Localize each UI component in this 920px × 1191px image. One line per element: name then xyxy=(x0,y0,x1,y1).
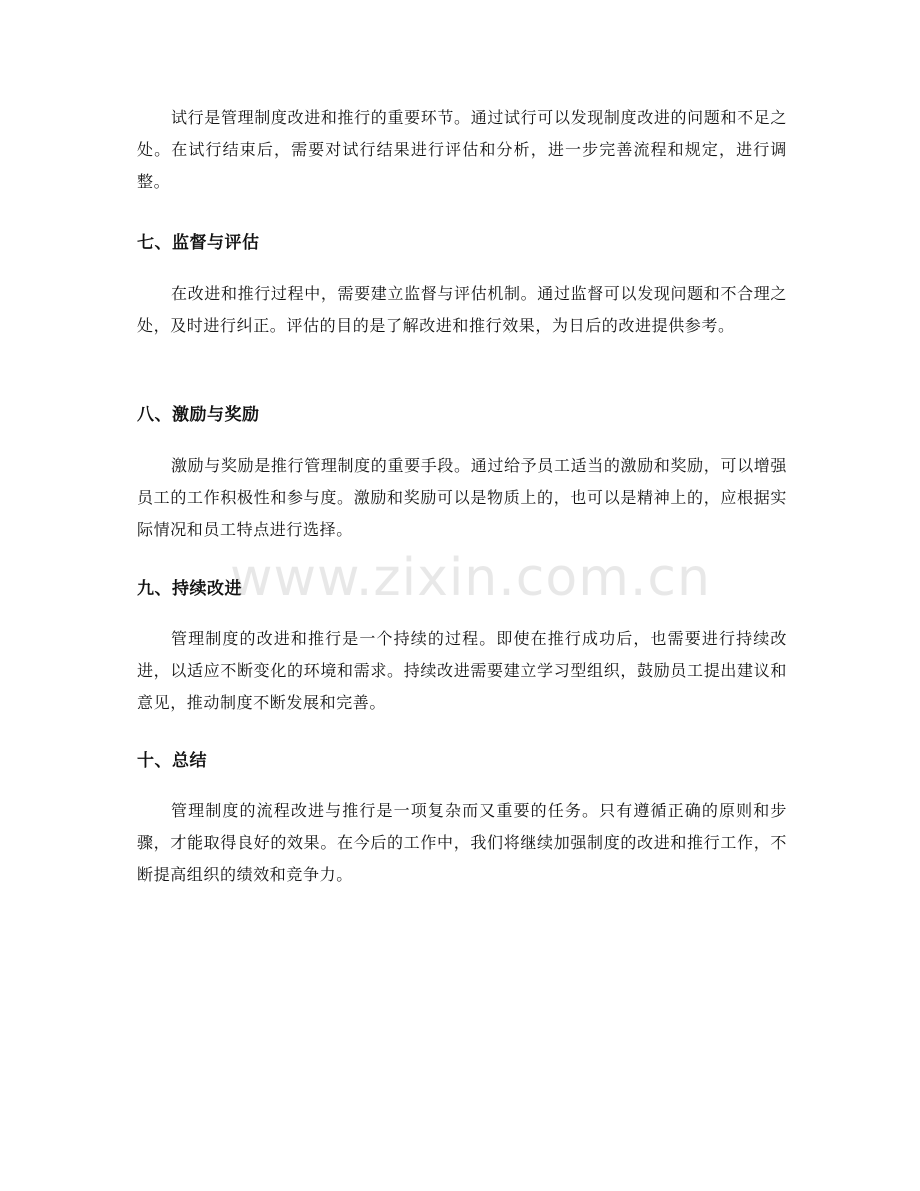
paragraph-trial: 试行是管理制度改进和推行的重要环节。通过试行可以发现制度改进的问题和不足之处。在试行结束后，需要对试行结果进行评估和分析，进一步完善流程和规定，进行调整。 xyxy=(137,108,787,191)
heading-incentive: 八、激励与奖励 xyxy=(137,405,260,425)
heading-summary: 十、总结 xyxy=(137,751,207,771)
paragraph-supervision: 在改进和推行过程中，需要建立监督与评估机制。通过监督可以发现问题和不合理之处，及时进行纠正。评估的目的是了解改进和推行效果，为日后的改进提供参考。 xyxy=(137,284,787,335)
watermark: www.zixin.com.cn xyxy=(230,548,711,608)
paragraph-incentive: 激励与奖励是推行管理制度的重要手段。通过给予员工适当的激励和奖励，可以增强员工的工作积极性和参与度。激励和奖励可以是物质上的，也可以是精神上的，应根据实际情况和员工特点进行选择。 xyxy=(137,456,787,539)
paragraph-summary: 管理制度的流程改进与推行是一项复杂而又重要的任务。只有遵循正确的原则和步骤，才能取得良好的效果。在今后的工作中，我们将继续加强制度的改进和推行工作，不断提高组织的绩效和竞争力。 xyxy=(137,801,787,884)
paragraph-continuous: 管理制度的改进和推行是一个持续的过程。即使在推行成功后，也需要进行持续改进，以适应不断变化的环境和需求。持续改进需要建立学习型组织，鼓励员工提出建议和意见，推动制度不断发展和完善。 xyxy=(137,629,787,712)
heading-continuous: 九、持续改进 xyxy=(137,579,242,599)
heading-supervision: 七、监督与评估 xyxy=(137,233,260,253)
